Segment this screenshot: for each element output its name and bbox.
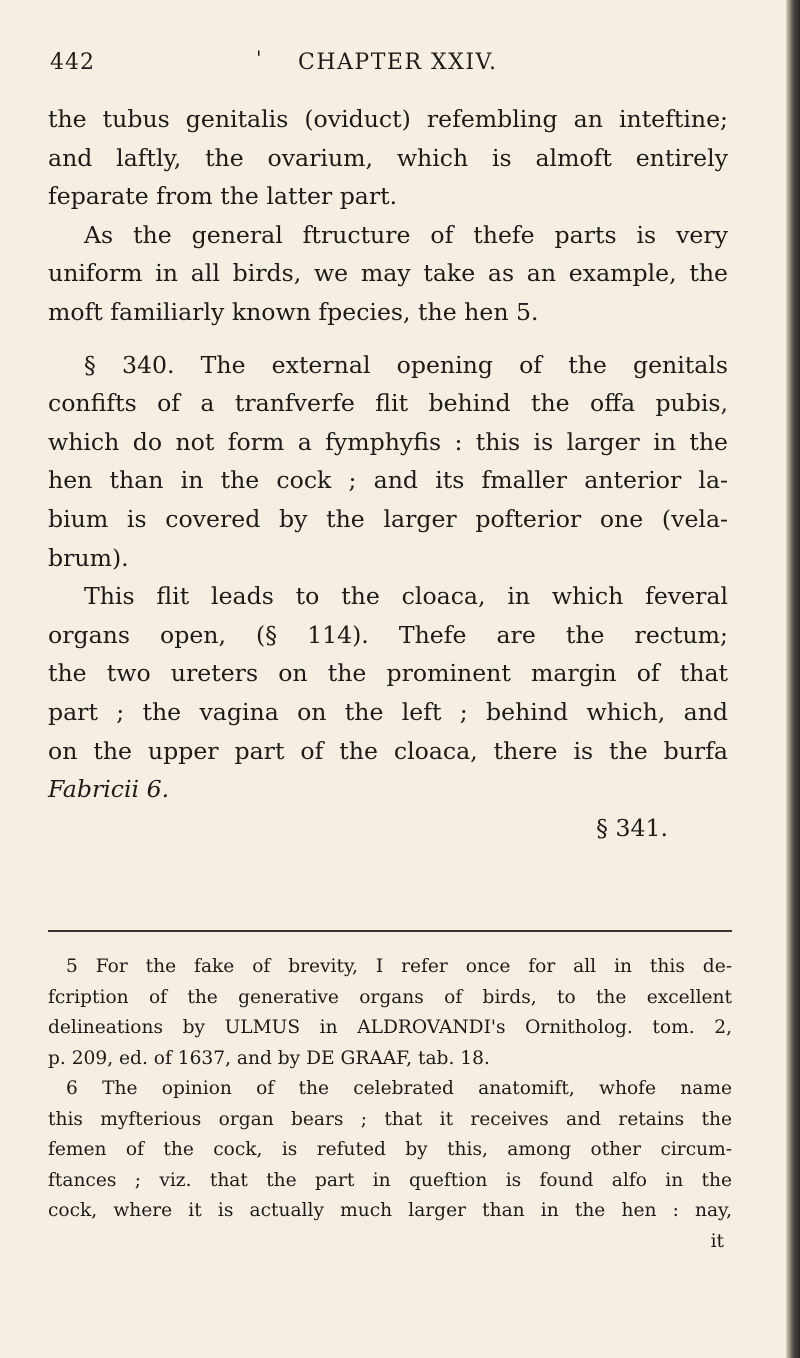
body-line: the tubus genitalis (oviduct) refembling an inteftine; — [48, 105, 728, 133]
catchword: § 341. — [596, 813, 668, 842]
body-line: moft familiarly known fpecies, the hen 5. — [48, 297, 539, 326]
body-line: confifts of a tranfverfe flit behind the offa pubis, — [48, 389, 728, 418]
body-line: As the general ftructure of thefe parts is very — [84, 220, 728, 249]
body-line: part ; the vagina on the left ; behind which, and — [48, 697, 728, 726]
body-line: on the upper part of the cloaca, there is the burfa — [48, 736, 728, 765]
running-header — [50, 46, 730, 90]
footnote-divider — [48, 930, 732, 932]
body-line: uniform in all birds, we may take as an example, the — [48, 259, 728, 288]
footnote-line: delineations by ULMUS in ALDROVANDI's Ornitholog. tom. 2, — [48, 1017, 732, 1038]
body-line: § 340. The external opening of the genitals — [84, 350, 728, 379]
body-line: and laftly, the ovarium, which is almoft entirely — [48, 143, 728, 172]
footnote-line: p. 209, ed. of 1637, and by DE GRAAF, tab. 18. — [48, 1047, 490, 1069]
body-line: This flit leads to the cloaca, in which feveral — [84, 582, 728, 611]
footnote-line: 6 The opinion of the celebrated anatomift, whofe name — [66, 1078, 732, 1099]
printer-mark: ' — [256, 46, 263, 70]
footnote-line: fcription of the generative organs of birds, to the excellent — [48, 986, 732, 1008]
footnote-catchword: it — [710, 1230, 724, 1252]
body-line: Fabricii 6. — [48, 775, 170, 804]
body-text — [48, 100, 728, 847]
footnote-line: cock, where it is actually much larger than in the hen : nay, — [48, 1200, 732, 1221]
body-line: the two ureters on the prominent margin of that — [48, 659, 728, 688]
footnote-line: femen of the cock, is refuted by this, among other circum- — [48, 1139, 732, 1160]
body-line: organs open, (§ 114). Thefe are the rectum; — [48, 620, 728, 649]
footnotes — [48, 952, 732, 1257]
chapter-title: CHAPTER XXIV. — [298, 50, 498, 75]
body-line: brum). — [48, 543, 129, 572]
footnote-line: 5 For the fake of brevity, I refer once for all in this de- — [66, 956, 732, 977]
body-line: hen than in the cock ; and its fmaller anterior la- — [48, 466, 728, 495]
page-edge-shadow — [786, 0, 800, 1358]
body-line: which do not form a fymphyfis : this is larger in the — [48, 427, 728, 456]
body-line: feparate from the latter part. — [48, 182, 398, 211]
body-line: bium is covered by the larger pofterior one (vela- — [48, 504, 728, 533]
footnote-line: this myfterious organ bears ; that it receives and retains the — [48, 1108, 732, 1130]
footnote-line: ftances ; viz. that the part in queftion is found alfo in the — [48, 1169, 732, 1191]
page-number: 442 — [50, 50, 95, 75]
